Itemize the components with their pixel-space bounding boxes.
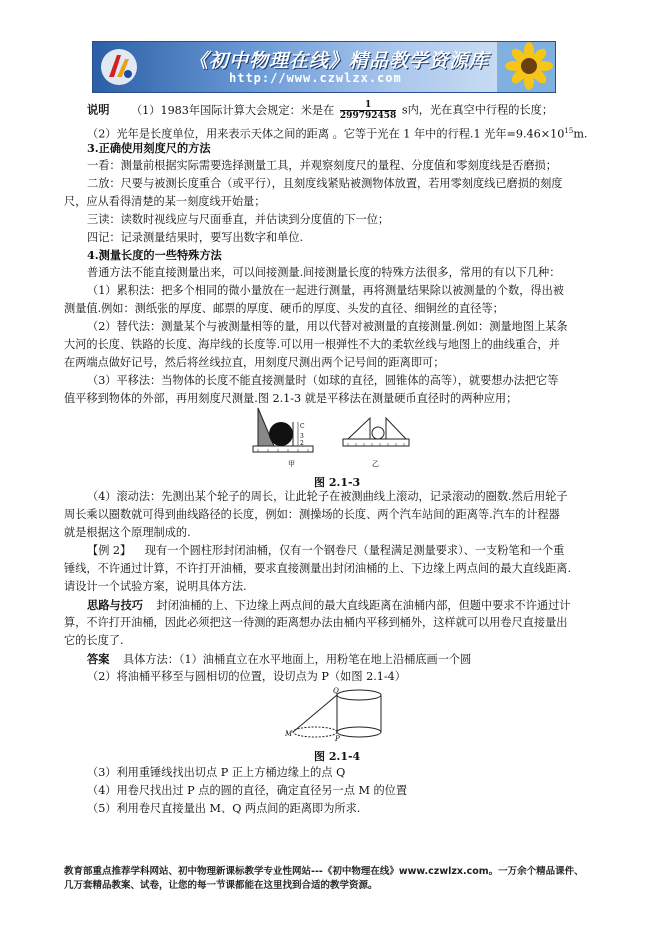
figure-part-b — [343, 418, 409, 446]
example-label: 【例 2】 — [87, 544, 132, 557]
figure-part-a — [253, 408, 313, 452]
exponent: 15 — [564, 127, 574, 135]
paragraph-line: 值平移到物体的外部，再用刻度尺测量.图 2.1-3 就是平移法在测量硬币直径时的两种应用； — [64, 392, 518, 405]
fraction — [340, 100, 396, 121]
footer-line: 几万套精品教案、试卷，让您的每一节课都能在这里找到合适的教学资源。 — [64, 880, 378, 891]
svg-text:2: 2 — [300, 440, 304, 447]
example-line — [87, 544, 564, 558]
answer-line — [87, 652, 471, 667]
banner-title: 《初中物理在线》精品教学资源库 — [189, 50, 490, 72]
point-m-label: M — [285, 730, 293, 738]
footer-line: 教育部重点推荐学科网站、初中物理新课标教学专业性网站---《初中物理在线》www.czwlzx.com。一万余个精品课件、 — [64, 866, 584, 877]
page-footer — [64, 865, 604, 893]
paragraph-line: 四记：记录测量结果时，要写出数字和单位. — [87, 231, 304, 244]
text-span: m. — [573, 127, 588, 141]
paragraph-line: 算，不许打开油桶，因此必须把这一待测的距离想办法由桶内平移到桶外，这样就可以用卷尺直接量出 — [64, 616, 568, 629]
figure-coin-measurement — [248, 406, 413, 468]
note-line-1 — [87, 100, 553, 121]
text-span: 封闭油桶的上、下边缘上两点间的最大直线距离在油桶内部，但题中要求不许通过计 — [156, 599, 571, 612]
paragraph-line: 它的长度了. — [64, 634, 124, 647]
answer-label: 答案 — [87, 652, 110, 666]
text-span: 具体方法：（1）油桶直立在水平地面上，用粉笔在地上沿桶底画一个圆 — [122, 653, 472, 666]
paragraph-line: 大河的长度、铁路的长度、海岸线的长度等.可以用一根弹性不大的柔软丝线与地图上的曲线重合，并 — [64, 338, 560, 351]
paragraph-line: （3）平移法：当物体的长度不能直接测量时（如球的直径，圆锥体的高等），就要想办法把它等 — [87, 374, 559, 387]
section-heading-3: 3.正确使用刻度尺的方法 — [87, 141, 211, 155]
note-line-2 — [87, 124, 588, 142]
paragraph-line: 二放：尺要与被测长度重合（或平行），且刻度线紧贴被测物体放置，若用零刻度线已磨损的刻度 — [87, 177, 563, 190]
text-span: 现有一个圆柱形封闭油桶，仅有一个钢卷尺（量程满足测量要求）、一支粉笔和一个重 — [144, 544, 565, 557]
paragraph-line: 尺，应从看得清楚的某一刻度线开始量； — [64, 195, 266, 208]
paragraph-line: 锤线，不许通过计算，不许打开油桶，要求直接测量出封闭油桶的上、下边缘上两点间的最大直线距离. — [64, 562, 571, 575]
figure-label-b: 乙 — [372, 460, 379, 468]
sunflower-icon — [497, 42, 555, 92]
hint-label: 思路与技巧 — [87, 598, 143, 612]
paragraph-line: （4）用卷尺找出过 P 点的圆的直径，确定直径另一点 M 的位置 — [87, 784, 408, 797]
figure-label-a: 甲 — [288, 460, 295, 468]
point-q-label: Q — [333, 687, 339, 695]
paragraph-line: 在两端点做好记号，然后将丝线拉直，用刻度尺测出两个记号间的距离即可； — [64, 356, 445, 369]
figure-oil-drum — [283, 686, 403, 742]
figure-caption: 图 2.1-3 — [314, 476, 361, 489]
paragraph-line: 测量值.例如：测纸张的厚度、邮票的厚度、硬币的厚度、头发的直径、细铜丝的直径等； — [64, 302, 504, 315]
text-span: （2）光年是长度单位，用来表示天体之间的距离 。它等于光在 1 年中的行程.1 光年=9.46×10 — [87, 127, 565, 141]
paragraph-line: 三读：读数时视线应与尺面垂直，并估读到分度值的下一位； — [87, 213, 390, 226]
figure-caption: 图 2.1-4 — [314, 750, 361, 763]
note-label: 说明 — [87, 102, 110, 117]
fraction-denominator: 299792458 — [339, 111, 397, 121]
text-span: s内，光在真空中行程的长度； — [401, 103, 554, 117]
fraction-numerator: 1 — [340, 100, 396, 111]
point-p-label: P — [335, 735, 340, 742]
hint-line — [87, 598, 570, 613]
banner-url[interactable]: http://www.czwlzx.com — [229, 71, 402, 85]
svg-text:C: C — [300, 423, 305, 430]
paragraph-line: 一看：测量前根据实际需要选择测量工具，并观察刻度尺的量程、分度值和零刻度线是否磨损； — [87, 159, 557, 172]
paragraph-line: 周长乘以圈数就可得到曲线路径的长度，例如：测操场的长度、两个汽车站间的距离等.汽车的计程器 — [64, 508, 560, 521]
paragraph-line: 普通方法不能直接测量出来，可以间接测量.间接测量长度的特殊方法很多，常用的有以下几种： — [87, 266, 561, 279]
paragraph-line: （2）将油桶平移至与圆相切的位置，设切点为 P（如图 2.1-4） — [87, 670, 406, 683]
paragraph-line: （1）累积法：把多个相同的微小量放在一起进行测量，再将测量结果除以被测量的个数，得出被 — [87, 284, 564, 297]
svg-text:3: 3 — [300, 433, 304, 440]
paragraph-line: （3）利用重锤线找出切点 P 正上方桶边缘上的点 Q — [87, 766, 346, 779]
paragraph-line: （2）替代法：测量某个与被测量相等的量，用以代替对被测量的直接测量.例如：测量地图上某条 — [87, 320, 568, 333]
header-banner — [92, 41, 556, 93]
paragraph-line: （4）滚动法：先测出某个轮子的周长，让此轮子在被测曲线上滚动，记录滚动的圈数.然后用轮子 — [87, 490, 568, 503]
section-heading-4: 4.测量长度的一些特殊方法 — [87, 248, 222, 262]
paragraph-line: （5）利用卷尺直接量出 M、Q 两点间的距离即为所求. — [87, 802, 361, 815]
paragraph-line: 请设计一个试验方案，说明具体方法. — [64, 580, 247, 593]
paragraph-line: 就是根据这个原理制成的. — [64, 526, 191, 539]
text-span: （1）1983年国际计算大会规定：米是在 — [130, 103, 335, 117]
site-logo-icon — [99, 47, 139, 87]
